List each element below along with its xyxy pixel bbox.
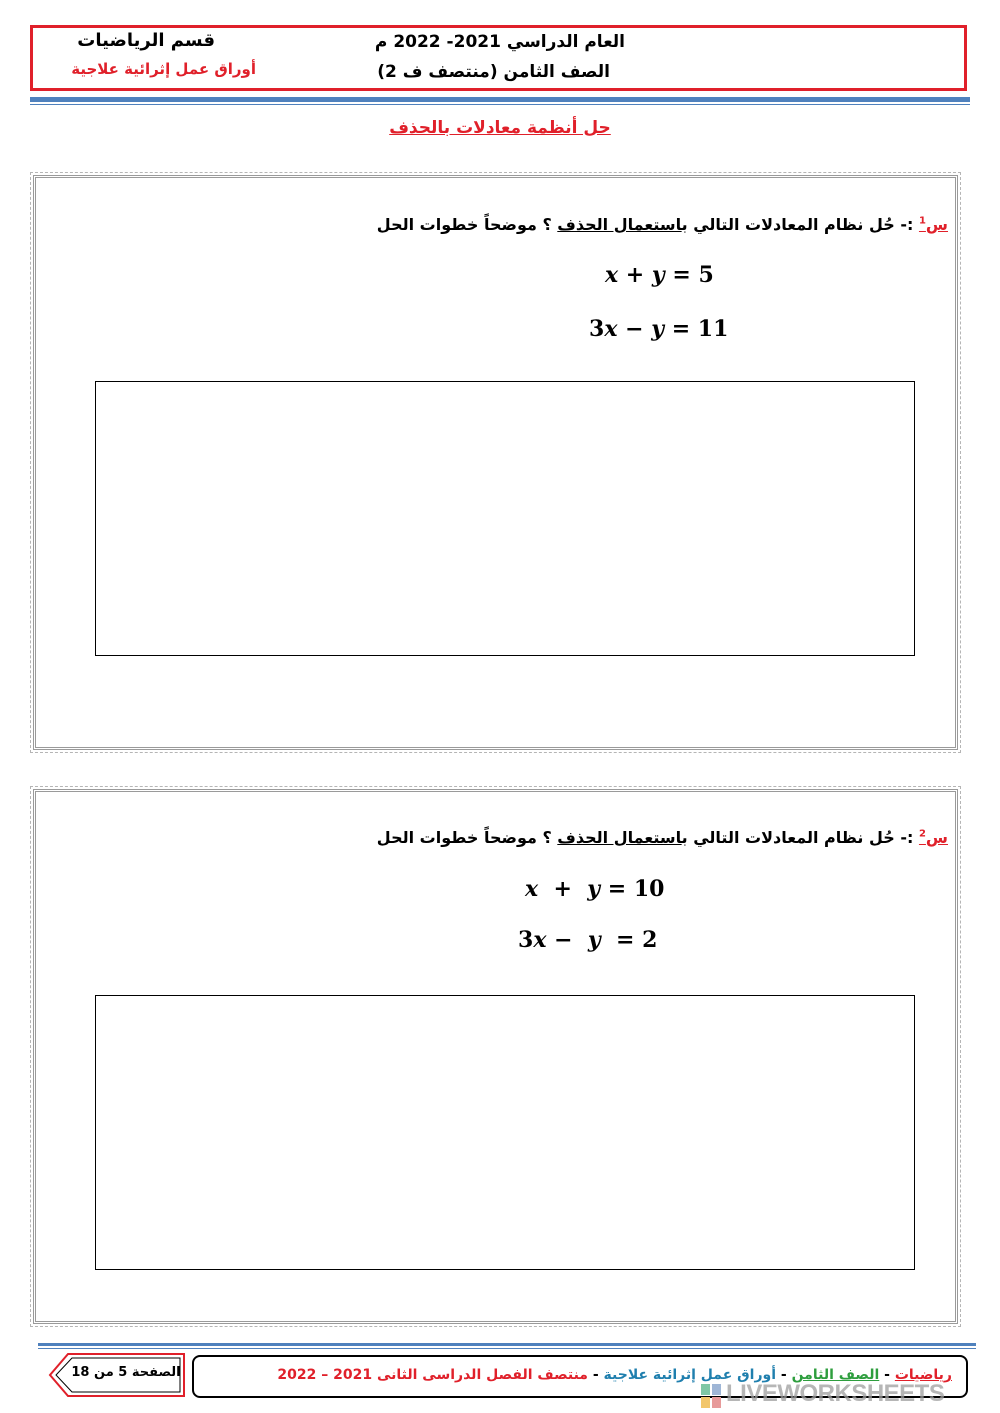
footer-text: رياضيات - الصف الثامن - أوراق عمل إثرائية علاجية - منتصف الفصل الدراسى الثانى 2021 – 2022	[277, 1367, 952, 1383]
question-1-equation-1: x + y = 5	[605, 262, 714, 288]
footer-worksheets: أوراق عمل إثرائية علاجية	[603, 1367, 777, 1383]
question-1-answer-box[interactable]	[95, 381, 915, 656]
liveworksheets-logo-icon	[700, 1382, 724, 1410]
question-2-equation-1: x + y = 10	[525, 876, 665, 902]
footer-divider	[38, 1343, 976, 1346]
footer-grade: الصف الثامن	[791, 1367, 880, 1383]
page-number: الصفحة 5 من 18	[71, 1365, 181, 1380]
department-name: قسم الرياضيات	[77, 30, 215, 51]
question-2-equation-2: 3x − y = 2	[518, 927, 658, 953]
question-2-answer-box[interactable]	[95, 995, 915, 1270]
worksheet-type: أوراق عمل إثرائية علاجية	[71, 60, 256, 78]
question-1-equation-2: 3x − y = 11	[589, 316, 729, 342]
question-2-text: س$^2$ :- حُل نظام المعادلات التالي باستعمال الحذف ؟ موضحاً خطوات الحل	[376, 828, 948, 847]
footer-subject: رياضيات	[894, 1367, 952, 1383]
footer-divider-thin	[38, 1348, 976, 1349]
question-2-label: س$^2$	[918, 828, 948, 847]
question-2-keyword: استعمال الحذف	[557, 828, 682, 847]
question-1-label: س$^1$	[918, 215, 948, 234]
page-title: حل أنظمة معادلات بالحذف	[389, 118, 611, 138]
footer-term: منتصف الفصل الدراسى الثانى 2021 – 2022	[277, 1367, 588, 1383]
header-divider	[30, 97, 970, 102]
grade-label: الصف الثامن (منتصف ف 2)	[377, 62, 610, 82]
question-1-keyword: استعمال الحذف	[557, 215, 682, 234]
watermark: LIVEWORKSHEETS	[726, 1380, 945, 1407]
header-divider-thin	[30, 104, 970, 105]
academic-year: العام الدراسي 2021- 2022 م	[374, 32, 625, 52]
question-1-text: س$^1$ :- حُل نظام المعادلات التالي باستعمال الحذف ؟ موضحاً خطوات الحل	[376, 215, 948, 234]
